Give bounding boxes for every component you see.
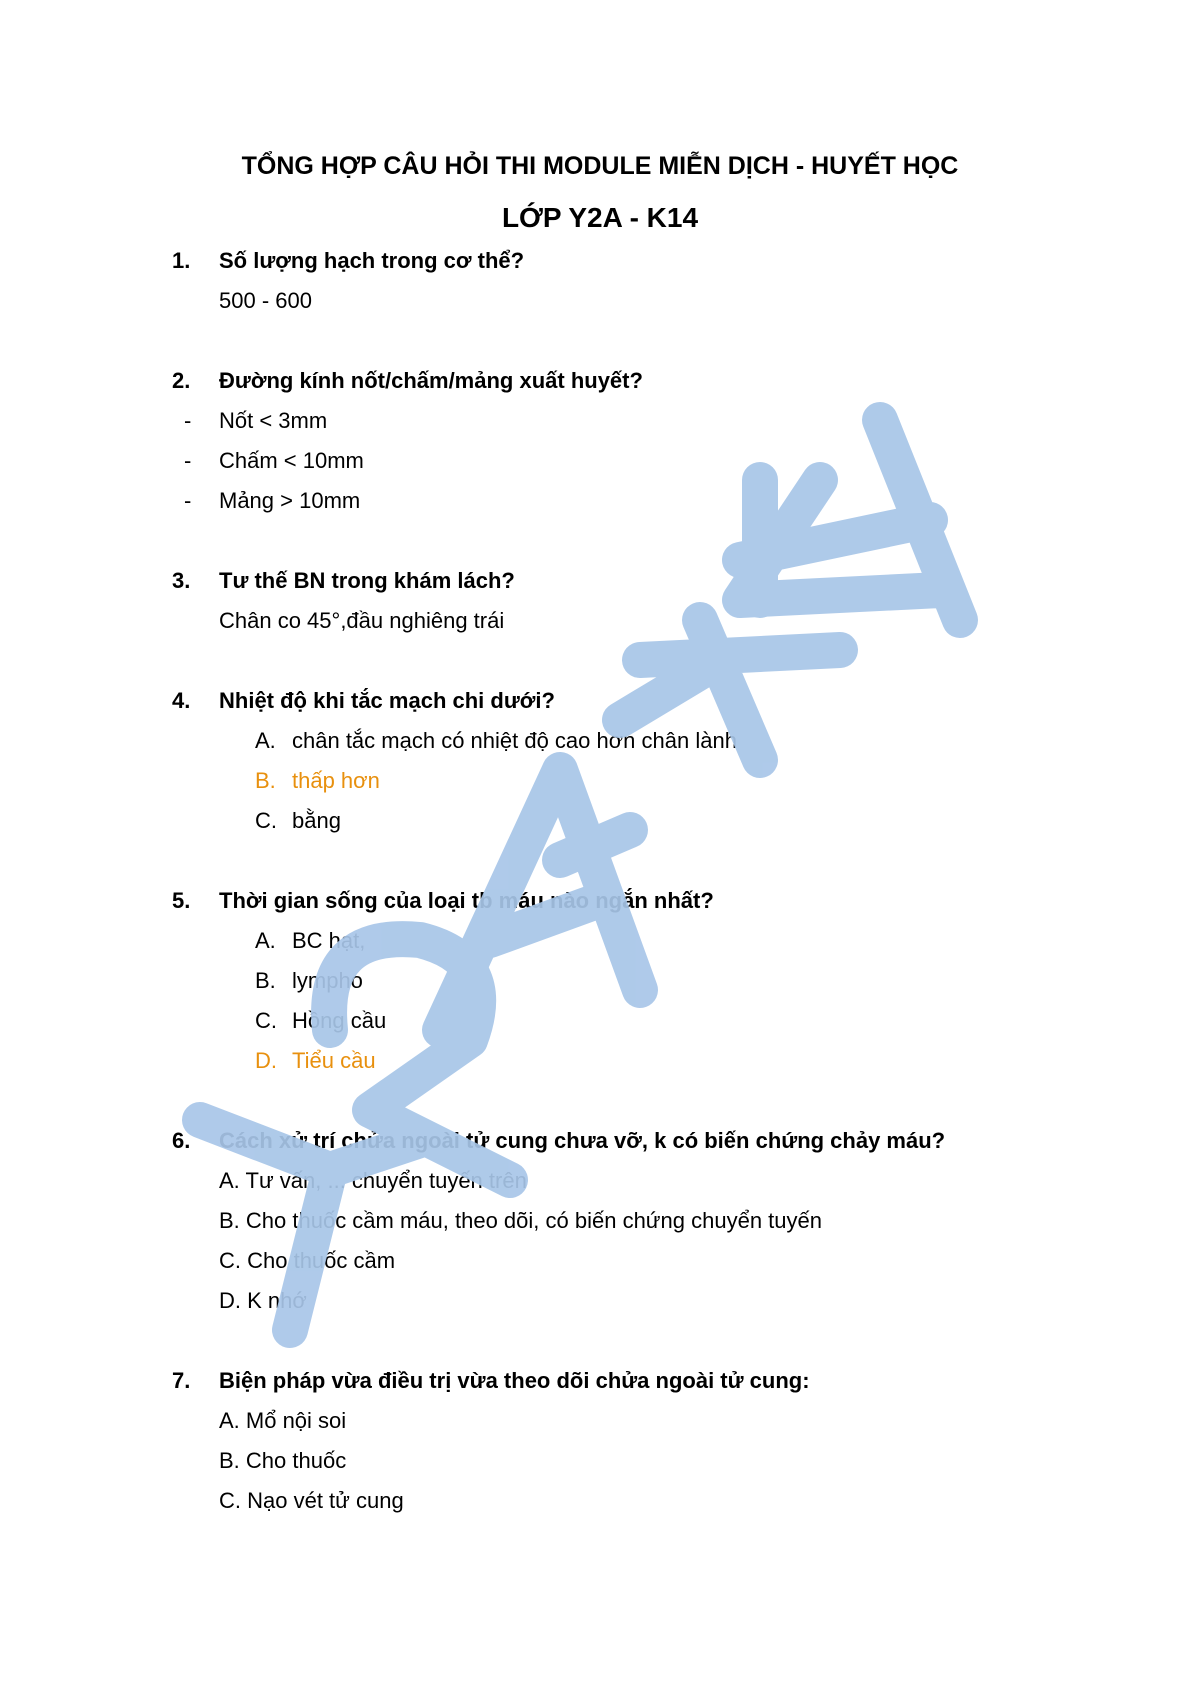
bullet-item <box>184 408 327 434</box>
question-text: Số lượng hạch trong cơ thể? <box>219 248 525 273</box>
question-number: 5. <box>172 888 191 913</box>
answer-line: A. Tư vấn, ... chuyển tuyến trên <box>219 1168 527 1193</box>
bullet-text: Mảng > 10mm <box>219 488 361 513</box>
option-b-highlighted <box>255 768 380 794</box>
watermark-glyph-dash <box>560 830 630 860</box>
dash-marker: - <box>184 408 192 433</box>
bullet-item <box>184 448 364 474</box>
option-text: lympho <box>292 968 363 993</box>
option-text: thấp hơn <box>292 768 380 793</box>
question-number: 6. <box>172 1128 191 1153</box>
question-number: 3. <box>172 568 191 593</box>
option-letter: B. <box>255 968 276 993</box>
option-b <box>255 968 363 994</box>
option-c <box>255 808 341 834</box>
answer-line: C. Cho thuốc cầm <box>219 1248 396 1273</box>
option-letter: C. <box>255 808 277 833</box>
answer-text: Chân co 45°,đầu nghiêng trái <box>219 608 505 633</box>
bullet-text: Nốt < 3mm <box>219 408 328 433</box>
answer-line: A. Mổ nội soi <box>219 1408 347 1433</box>
question-text: Đường kính nốt/chấm/mảng xuất huyết? <box>219 368 643 393</box>
question-number: 7. <box>172 1368 191 1393</box>
answer-line: D. K nhớ <box>219 1288 307 1313</box>
question-text: Nhiệt độ khi tắc mạch chi dưới? <box>219 688 555 713</box>
question-heading <box>172 248 524 274</box>
bullet-text: Chấm < 10mm <box>219 448 364 473</box>
question-text: Cách xử trí chửa ngoài tử cung chưa vỡ, k có biến chứng chảy máu? <box>219 1128 946 1153</box>
option-letter: A. <box>255 728 276 753</box>
question-number: 1. <box>172 248 191 273</box>
question-heading <box>172 1128 945 1154</box>
answer-text: 500 - 600 <box>219 288 312 313</box>
answer-line: B. Cho thuốc <box>219 1448 347 1473</box>
option-c <box>255 1008 386 1034</box>
question-text: Tư thế BN trong khám lách? <box>219 568 515 593</box>
question-heading <box>172 1368 810 1394</box>
watermark-glyph-1 <box>740 480 930 600</box>
watermark-glyph-4 <box>740 420 960 620</box>
question-heading <box>172 888 714 914</box>
bullet-item <box>184 488 360 514</box>
option-a <box>255 928 365 954</box>
option-a <box>255 728 737 754</box>
dash-marker: - <box>184 448 192 473</box>
option-letter: D. <box>255 1048 277 1073</box>
option-letter: A. <box>255 928 276 953</box>
answer-line: C. Nạo vét tử cung <box>219 1488 404 1513</box>
dash-marker: - <box>184 488 192 513</box>
answer-line: B. Cho thuốc cầm máu, theo dõi, có biến chứng chuyển tuyến <box>219 1208 822 1233</box>
option-letter: B. <box>255 768 276 793</box>
option-text: chân tắc mạch có nhiệt độ cao hơn chân lành <box>292 728 737 753</box>
question-heading <box>172 368 643 394</box>
question-number: 2. <box>172 368 191 393</box>
option-text: Tiểu cầu <box>292 1048 376 1073</box>
option-text: BC hạt, <box>292 928 366 953</box>
question-number: 4. <box>172 688 191 713</box>
document-subtitle: LỚP Y2A - K14 <box>501 202 699 233</box>
document-title: TỔNG HỢP CÂU HỎI THI MODULE MIỄN DỊCH - HUYẾT HỌC <box>241 152 959 180</box>
option-text: Hồng cầu <box>292 1008 387 1033</box>
option-d-highlighted <box>255 1048 376 1074</box>
question-heading <box>172 568 515 594</box>
question-heading <box>172 688 555 714</box>
question-text: Thời gian sống của loại tb máu nào ngắn nhất? <box>219 888 714 913</box>
option-letter: C. <box>255 1008 277 1033</box>
option-text: bằng <box>292 808 341 833</box>
question-text: Biện pháp vừa điều trị vừa theo dõi chửa ngoài tử cung: <box>219 1368 810 1393</box>
